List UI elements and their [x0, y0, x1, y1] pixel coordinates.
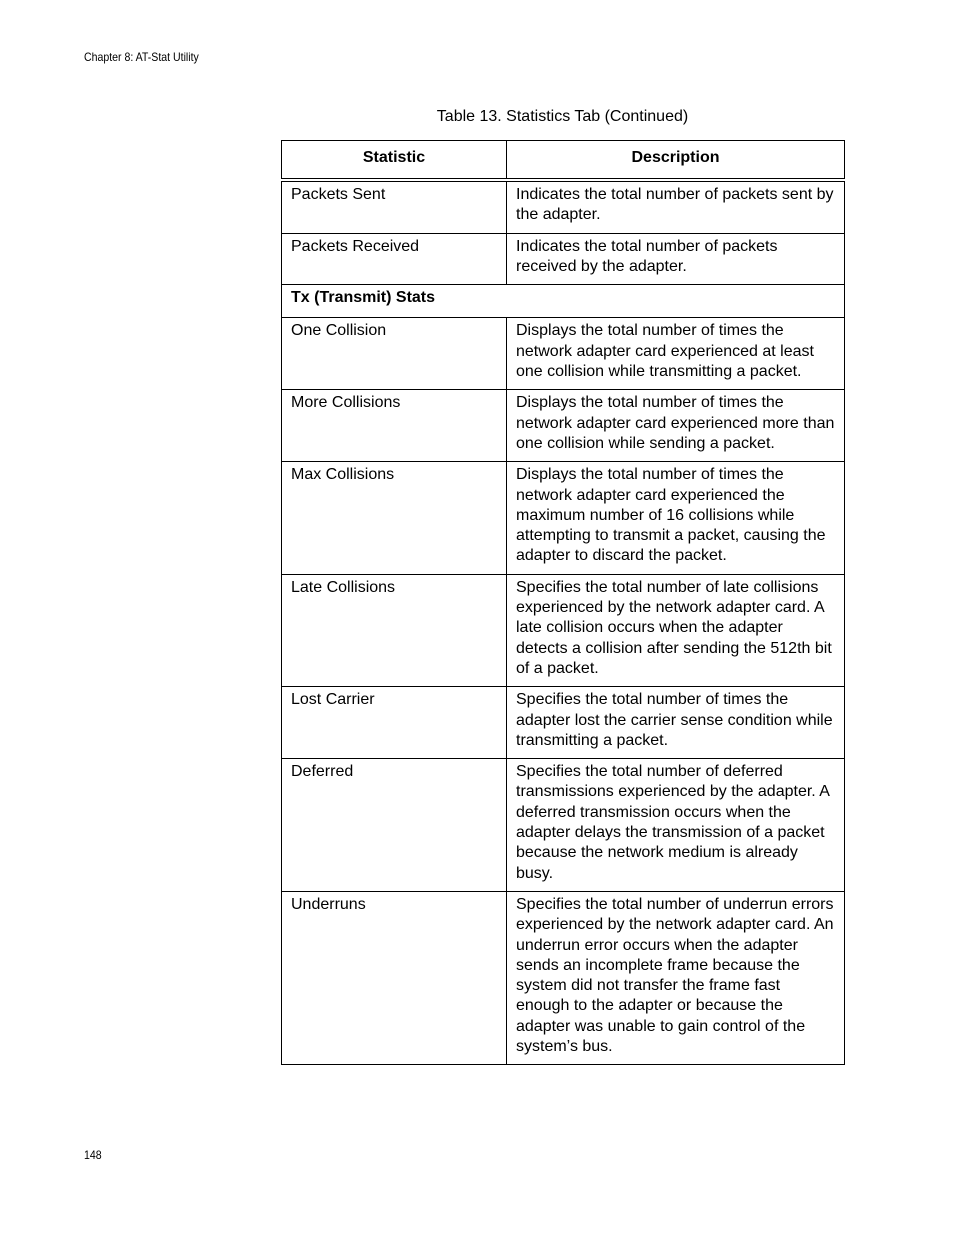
header-description: Description [507, 141, 845, 181]
table-caption: Table 13. Statistics Tab (Continued) [436, 108, 689, 125]
statistic-cell: More Collisions [282, 390, 507, 462]
page-number: 148 [84, 1148, 102, 1162]
table-row [282, 687, 845, 759]
section-row [282, 285, 845, 318]
statistic-cell: Max Collisions [282, 462, 507, 574]
statistic-cell: Lost Carrier [282, 687, 507, 759]
table-row [282, 390, 845, 462]
description-cell: Indicates the total number of packets received by the adapter. [507, 233, 845, 285]
statistics-table [281, 140, 845, 1065]
statistic-cell: Packets Sent [282, 180, 507, 233]
description-cell: Displays the total number of times the network adapter card experienced at least one collision while transmitting a packet. [507, 318, 845, 390]
header-statistic: Statistic [282, 141, 507, 181]
statistic-cell: Late Collisions [282, 574, 507, 686]
table-row [282, 759, 845, 892]
statistic-cell: Deferred [282, 759, 507, 892]
table-header-row [282, 141, 845, 181]
description-cell: Specifies the total number of deferred transmissions experienced by the adapter. A deferred transmission occurs when the adapter delays the transmission of a packet because the network medium is already busy. [507, 759, 845, 892]
table-row [282, 462, 845, 574]
statistic-cell: Underruns [282, 891, 507, 1064]
description-cell: Displays the total number of times the network adapter card experienced more than one collision while sending a packet. [507, 390, 845, 462]
section-heading: Tx (Transmit) Stats [282, 285, 845, 318]
description-cell: Specifies the total number of late collisions experienced by the network adapter card. A late collision occurs when the adapter detects a collision after sending the 512th bit of a packet. [507, 574, 845, 686]
table-row [282, 891, 845, 1064]
running-head: Chapter 8: AT-Stat Utility [84, 50, 199, 64]
description-cell: Specifies the total number of times the adapter lost the carrier sense condition while transmitting a packet. [507, 687, 845, 759]
table-row [282, 233, 845, 285]
table-row [282, 318, 845, 390]
description-cell: Displays the total number of times the network adapter card experienced the maximum number of 16 collisions while attempting to transmit a packet, causing the adapter to discard the packet. [507, 462, 845, 574]
description-cell: Indicates the total number of packets sent by the adapter. [507, 180, 845, 233]
statistic-cell: Packets Received [282, 233, 507, 285]
table-row [282, 574, 845, 686]
description-cell: Specifies the total number of underrun errors experienced by the network adapter card. An underrun error occurs when the adapter sends an incomplete frame because the system did not transfer the frame fast enough to the adapter or because the adapter was unable to gain control of the system’s bus. [507, 891, 845, 1064]
table-row [282, 180, 845, 233]
statistic-cell: One Collision [282, 318, 507, 390]
